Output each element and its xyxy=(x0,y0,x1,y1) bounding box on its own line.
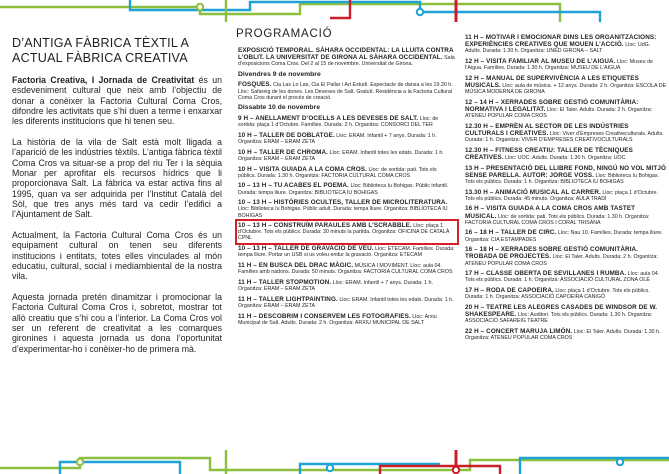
intro-lead: Factoria Creativa, I Jornada de Creativitat xyxy=(12,75,195,85)
highlighted-event xyxy=(238,222,456,241)
program-event xyxy=(465,287,667,300)
intro-text: Aquesta jornada pretén dinamitzar i promocionar la Factoria Cultural Coma Cros i, sobretot, mostrar tot allò creatiu que s’hi cou a l’interior. La Coma Cros vol ser un referent de creativitat a les comarques gironines i aquesta jornada us dona l’oportunitat d’experimentar-ho i conèixer-ho de primera mà. xyxy=(12,292,222,354)
program-event xyxy=(465,328,667,341)
event-details: Lloc: de sortida: pati. Tots els públics. Durada: 1.30 h. Organitza: FACTORIA CULTURAL COMA CROS I CORAL TRISANA xyxy=(465,213,650,226)
intro-body xyxy=(12,75,222,364)
event-title: 16 – 18 H – TALLER DE CIRC. xyxy=(465,229,557,237)
program-event xyxy=(465,58,667,71)
event-details: Lloc: aula de música. + 12 anys. Durada: 2 h. Organitza: ESCOLA DE MÚSICA MODERNA DE GIRONA xyxy=(465,82,667,96)
program-event xyxy=(238,199,456,218)
event-details: Sala d’exposicions Coma Cros. Del 2 al 15 de novembre. Universitat de Girona. xyxy=(238,55,455,68)
program-event xyxy=(238,115,456,128)
program-event xyxy=(465,229,667,242)
program-event xyxy=(465,205,667,225)
event-title: EXPOSICIÓ TEMPORAL. SÀHARA OCCIDENTAL: LA LLUITA CONTRA L’OBLIT. LA UNIVERSITAT DE GIRONA AL SÀHARA OCCIDENTAL. xyxy=(238,47,454,62)
program-day-heading: Dissabte 10 de novembre xyxy=(238,104,320,112)
program-event xyxy=(465,147,667,161)
event-title: 12 H – MANUAL DE SUPERVIVÈNCIA A LES ETIQUETES MUSICALS. xyxy=(465,74,639,89)
dot-marker xyxy=(327,465,333,471)
program-column-continued xyxy=(462,22,669,450)
program-event xyxy=(465,270,667,283)
event-title: 11 H – TALLER STOPMOTION. xyxy=(238,279,332,286)
event-title: 12.30 H – EMPRÈN AL SECTOR DE LES INDÚSTRIES CULTURALS I CREATIVES. xyxy=(465,122,629,137)
event-details: Lloc: UdG. Adults. Durada: 1.30 h. Organitza: UNED GIRONA – SALT xyxy=(465,42,651,55)
event-details: Lloc: Viver d’Empreses Creativeculturals. Adults. Durada: 1 h. Organitza: VIVER D’EMPRESES CREATIVOCULTURALS xyxy=(465,130,664,143)
event-title: 10 H – TALLER DE CHROMA. xyxy=(238,148,329,156)
event-details: Lloc: aula 04. Tots els públics. Durada: 1 h. Organitza: ASSOCIACIÓ CULTURAL ZONA OLÉ xyxy=(465,271,660,284)
intro-text: Actualment, la Factoria Cultural Coma Cros és un equipament cultural on tenen seu diferents institucions i entitats, totes elles vinculades al món educatiu, cultural, social i mediambiental de la nostra vila. xyxy=(12,230,222,282)
event-title: 10 – 13 H – CONSTRUÏM PARAULES AMB L’SCRABBLE. xyxy=(238,222,412,230)
dot-marker xyxy=(617,459,623,465)
program-event xyxy=(465,75,667,95)
program-event xyxy=(465,246,667,266)
program-event xyxy=(465,34,667,54)
event-title: 13.30 H – ANIMACIÓ MUSICAL AL CARRER. xyxy=(465,188,601,196)
event-title: FOSQUES. xyxy=(238,81,272,89)
event-details: Lloc: Biblioteca Iu Bohigas. Tots els públics. Durada: 1 h. Organitza: BIBLIOTECA IU BOHIGAS xyxy=(465,172,660,185)
event-title: 13 H – PRESENTACIÓ DEL LLIBRE FOND, NINGÚ NO VOL MITJÓ SENSE PARELLA. AUTOR: JORGE VOSS. xyxy=(465,164,667,179)
event-title: 11 H – EN BUSCA DEL DRAC MÀGIC. xyxy=(238,262,354,270)
program-event xyxy=(465,304,667,324)
event-title: 11 H – MOTIVAR I EMOCIONAR DINS LES ORGANITZACIONS: EXPERIÈNCIES CREATIVES QUE MOUEN L’ACCIÓ. xyxy=(465,34,657,49)
program-event xyxy=(238,313,456,326)
event-details: Lloc: UOC. Adults. Durada: 1.30 h. Organitza: UOC xyxy=(503,154,626,161)
event-details: Lloc: de sortida: pati. Tots els públics. Durada: 1.30 h. Organitza: FACTORIA CULTURAL COMA CROS xyxy=(238,166,437,179)
dot-marker xyxy=(197,4,203,10)
intro-paragraph xyxy=(12,75,222,127)
program-event xyxy=(238,279,456,292)
program-event xyxy=(465,123,667,143)
intro-text: és un esdeveniment cultural que neix amb l’objectiu de donar a conèixer la Factoria Cultural Coma Cros, difondre les activitats que s’hi duen a terme i enxarxar les diferents institucions que hi tenen seu. xyxy=(12,75,222,127)
program-event xyxy=(465,189,667,202)
event-details: Lloc: El Taler. Adults. Durada: 1.30 h. Organitza: ATENEU POPULAR COMA CROS xyxy=(465,329,661,342)
event-title: 17 H – RODA DE CAPOEIRA. xyxy=(465,287,554,295)
event-details: MÚSICA I MOVIMENT. Lloc: aula 04. Famílies amb nadons. Durada: 50 minuts. Organitza: FACTORIA CULTURAL COMA CROS xyxy=(238,263,453,276)
program-event xyxy=(238,81,456,100)
event-title: 10 H – VISITA GUIADA A LA COMA CROS. xyxy=(238,165,367,173)
event-title: 12 H – VISITA FAMILIAR AL MUSEU DE L’AIGUA. xyxy=(465,57,616,65)
program-event xyxy=(238,245,456,258)
event-title: 22 H – CONCERT MARUJA LIMÓN. xyxy=(465,328,573,335)
program-day-heading: Divendres 9 de novembre xyxy=(238,70,321,78)
event-details: Lloc: ERAM. Infantil + 7 anys. Durada: 1 h. Organitza: ERAM – ERAM ZETA xyxy=(238,132,437,145)
program-list-continued xyxy=(465,34,667,345)
program-event xyxy=(238,149,456,162)
event-details: Lloc: ERAM. Infantil + 7 anys. Durada: 1 h. Organitza: ERAM – ERAM ZETA xyxy=(238,280,433,293)
event-title: 10 H – TALLER DE DOBLATGE. xyxy=(238,131,335,139)
program-event xyxy=(238,296,456,309)
program-event xyxy=(238,132,456,145)
event-details: Lloc: El Taler. Adults. Durada: 2 h. Organitza: ATENEU POPULAR COMA CROS xyxy=(465,106,653,119)
event-title: 10 – 13 H – TALLER DE GRAVACIÓ DE VEU. xyxy=(238,245,374,253)
event-title: 12 – 14 H – XERRADES SOBRE GESTIÓ COMUNITÀRIA: NORMATIVA I LEGALITAT. xyxy=(465,98,639,113)
program-event xyxy=(465,165,667,185)
intro-column xyxy=(0,22,228,450)
event-title: 17 H – CLASSE OBERTA DE SEVILLANES I RUMBA. xyxy=(465,270,627,278)
event-details: Lloc: Nau 10. Famílies. Durada: tempa lliure. Organitza: CIA ESTAMPADES xyxy=(465,230,663,243)
program-heading: PROGRAMACIÓ xyxy=(236,28,333,40)
event-details: Lloc: Biblioteca Iu Bohigas. Públic adult. Durada: tempa lliure. Organitza: BIBLIOTECA IU BOHIGAS xyxy=(238,206,448,219)
event-details: Lloc: plaça 1 d’Octubre. Tots els públics. Durada: 1 h. Organitza: ASSOCIACIÓ CAPOEIRA CANIGÓ xyxy=(465,288,650,301)
event-title: 10 – 13 H – HISTÒRIES OCULTES, TALLER DE MICROLITERATURA. xyxy=(238,199,448,207)
event-details: Lloc: Auditori. Tots els públics. Durada: 1.30 h. Organitza: ASSOCIACIÓ SAFAREIG TEATRE xyxy=(465,312,653,325)
intro-title: D’ANTIGA FÀBRICA TÈXTIL A ACTUAL FÀBRICA CREATIVA xyxy=(12,36,189,65)
event-title: 20 H – TEATRE LES ALEGRES CASADES DE WINDSOR DE W. SHAKESPEARE. xyxy=(465,304,658,319)
event-title: 11 H – TALLER LIGHTPAINTING. xyxy=(238,295,338,303)
event-details: Lloc: de sortida: plaça 1 d’Octubre. Famílies. Durada: 2 h. Organitza: CONSORCI DEL TER xyxy=(238,115,439,129)
event-title: 12.30 H – FITNESS CREATIU: TALLER DE TÈCNIQUES CREATIVES. xyxy=(465,146,633,161)
dot-marker xyxy=(417,9,423,15)
event-title: 16 H – VISITA GUIADA A LA COMA CROS AMB TASTET MUSICAL. xyxy=(465,205,636,220)
program-event xyxy=(238,182,456,195)
program-event xyxy=(465,99,667,119)
event-details: Lloc: plaça 1 d’Octubre. Tots els públics. Durada: 45 minuts. Organitza: AULA TRADI xyxy=(465,189,659,202)
program-event xyxy=(238,262,456,275)
event-details: Lloc: plaça 1 d’Octubre. Tots els públics. Durada: 30 minuts la partida. Organitza: OFICINA DE CATALÀ CPNL xyxy=(238,223,450,242)
program-column xyxy=(228,22,460,450)
intro-text: La història de la vila de Salt està molt lligada a l’aparició de les indústries tèxtils. L’antiga fàbrica tèxtil Coma Cros va situar-se a prop del riu Ter i la sèquia Monar per aprofitar els recursos hídrics que li proporcionava Salt. La fàbrica va estar activa fins al 1995, quan va ser adquirida per l’Institut Català del Sòl, que tres anys més tard va cedir l’edifici a l’Ajuntament de Salt. xyxy=(12,137,222,220)
program-event xyxy=(238,166,456,179)
intro-paragraph xyxy=(12,292,222,354)
event-title: 9 H – ANELLAMENT D’OCELLS A LES DEVESES DE SALT. xyxy=(238,114,419,122)
event-title: 11 H – DESCOBRIM I CONSERVEM LES FOTOGRAFIES. xyxy=(238,312,411,320)
intro-paragraph xyxy=(12,230,222,282)
event-details: Lloc: Arxiu Municipal de Salt. Adults. Durada: 2 h. Organitza: ARXIU MUNICIPAL DE SALT xyxy=(238,313,437,326)
event-details: Lloc: ERAM. Infantil totes les edats. Durada: 1 h. Organitza: ERAM – ERAM ZETA xyxy=(238,296,454,309)
intro-paragraph xyxy=(12,137,222,220)
dot-marker xyxy=(77,459,83,465)
program-list xyxy=(238,47,456,330)
event-details: Lloc: El Taler. Adults. Durada: 2 h. Organitza: ATENEU POPULAR COMA CROS xyxy=(465,254,658,267)
dot-marker xyxy=(453,467,459,473)
event-title: 16 – 18 H – XERRADES SOBRE GESTIÓ COMUNITÀRIA. TROBADA DE PROJECTES. xyxy=(465,246,639,261)
event-details: Lloc: Museu de l’Aigua. Famílies. Durada: 1.30 h. Organitza: MUSEU DE L’AIGUA xyxy=(465,58,653,72)
program-event xyxy=(238,47,456,67)
event-details: Cia Las Lo Las, Cia El Pallar i Art Estudi. Espectacle de dansa a les 19.30 h. Lloc: Safareig de les dones. Les Deveses de Salt. Gratuït. Residència a la Factoria Cultural Coma Cros durant el procés de creació. xyxy=(238,82,453,101)
event-details: Lloc: ETECAM. Famílies. Durada: tempa lliure. Portar un USB si us voleu endur la gravació. Organitza: ETECAM xyxy=(238,246,455,259)
event-details: Lloc: Biblioteca Iu Bohigas. Públic infantil. Durada: tempa lliure. Organitza: BIBLIOTECA IU BOHIGAS xyxy=(238,183,449,196)
event-details: Lloc: ERAM. Infantil totes les edats. Durada: 1 h. Organitza: ERAM – ERAM ZETA xyxy=(238,149,444,162)
event-title: 10 – 13 H – TU ACABES EL POEMA. xyxy=(238,182,349,190)
